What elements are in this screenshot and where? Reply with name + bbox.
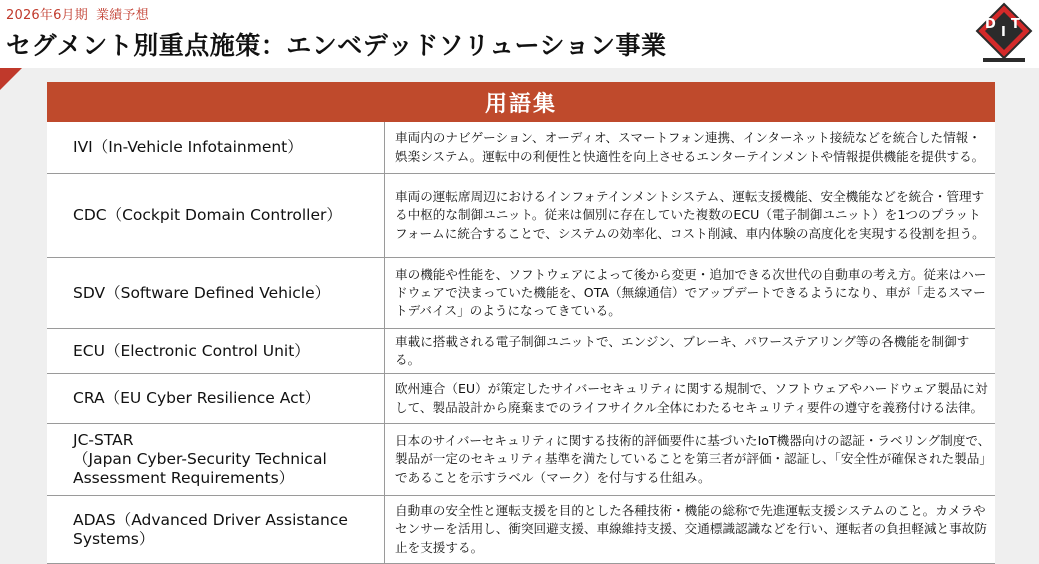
term-line: SDV（Software Defined Vehicle） xyxy=(73,283,331,302)
glossary-header xyxy=(47,82,995,122)
glossary-term xyxy=(47,424,385,495)
glossary-row-jc-star xyxy=(47,424,995,496)
glossary-definition: 車載に搭載される電子制御ユニットで、エンジン、ブレーキ、パワーステアリング等の各機能を制御する。 xyxy=(395,333,970,367)
term-line: IVI（In-Vehicle Infotainment） xyxy=(73,138,303,156)
glossary-row-sdv xyxy=(47,258,995,329)
glossary-title: 用語集 xyxy=(484,91,557,117)
logo-letter-i: I xyxy=(1001,25,1006,40)
glossary-definition: 欧州連合（EU）が策定したサイバーセキュリティに関する規制で、ソフトウェアやハードウェア製品に対して、製品設計から廃棄までのライフサイクル全体にわたるセキュリティ要件の遵守を義務付ける法律。 xyxy=(395,381,988,415)
glossary-table xyxy=(47,82,995,564)
page-title: セグメント別重点施策：エンベデッドソリューション事業 xyxy=(6,31,667,60)
company-logo xyxy=(975,2,1033,64)
glossary-definition: 日本のサイバーセキュリティに関する技術的評価要件に基づいたIoT機器向けの認証・ラベリング制度で、製品が一定のセキュリティ基準を満たしていることを第三者が評価・認証し、「安全性が確保された製品」であることを示すラベル（マーク）を付与する仕組み。 xyxy=(395,433,991,485)
glossary-definition: 自動車の安全性と運転支援を目的とした各種技術・機能の総称で先進運転支援システムのこと。カメラやセンサーを活用し、衝突回避支援、車線維持支援、交通標識認識などを行い、運転者の負担軽減と事故防止を支援する。 xyxy=(395,503,987,555)
term-line: Assessment Requirements） xyxy=(73,469,295,487)
glossary-term xyxy=(47,174,385,257)
glossary-term xyxy=(47,258,385,328)
logo-letter-t: T xyxy=(1011,17,1020,32)
glossary-row-ecu xyxy=(47,329,995,374)
glossary-term xyxy=(47,374,385,423)
term-line: CDC（Cockpit Domain Controller） xyxy=(73,206,342,224)
header-subtitle xyxy=(6,4,157,23)
term-line: ADAS（Advanced Driver Assistance xyxy=(73,510,348,529)
glossary-definition: 車両内のナビゲーション、オーディオ、スマートフォン連携、インターネット接続などを統合した情報・娯楽システム。運転中の利便性と快適性を向上させるエンターテインメントや情報提供機能を提供する。 xyxy=(395,130,985,164)
glossary-row-adas xyxy=(47,496,995,564)
glossary-term xyxy=(47,496,385,563)
glossary-row-cra xyxy=(47,374,995,424)
glossary-row-ivi xyxy=(47,122,995,174)
term-line: ECU（Electronic Control Unit） xyxy=(73,341,310,360)
corner-accent xyxy=(0,68,22,90)
glossary-definition: 車両の運転席周辺におけるインフォテインメントシステム、運転支援機能、安全機能などを統合・管理する中枢的な制御ユニット。従来は個別に存在していた複数のECU（電子制御ユニット）を1つのプラットフォームに統合することで、システムの効率化、コスト削減、車内体験の高度化を実現する役割を担う。 xyxy=(395,189,985,241)
glossary-definition: 車の機能や性能を、ソフトウェアによって後から変更・追加できる次世代の自動車の考え方。従来はハードウェアで決まっていた機能を、OTA（無線通信）でアップデートできるようになり、車が「走るスマートデバイス」のようになってきている。 xyxy=(395,266,987,319)
slide-header xyxy=(0,0,1039,68)
fiscal-period: 2026年6月期 xyxy=(6,8,88,23)
glossary-term xyxy=(47,329,385,373)
logo-letter-d: D xyxy=(985,17,996,32)
term-line: JC-STAR xyxy=(73,431,134,449)
term-line: CRA（EU Cyber Resilience Act） xyxy=(73,389,321,407)
glossary-term xyxy=(47,122,385,173)
glossary-row-cdc xyxy=(47,174,995,258)
term-line: （Japan Cyber-Security Technical xyxy=(73,450,327,468)
forecast-label: 業績予想 xyxy=(95,8,149,23)
term-line: Systems） xyxy=(73,529,155,548)
